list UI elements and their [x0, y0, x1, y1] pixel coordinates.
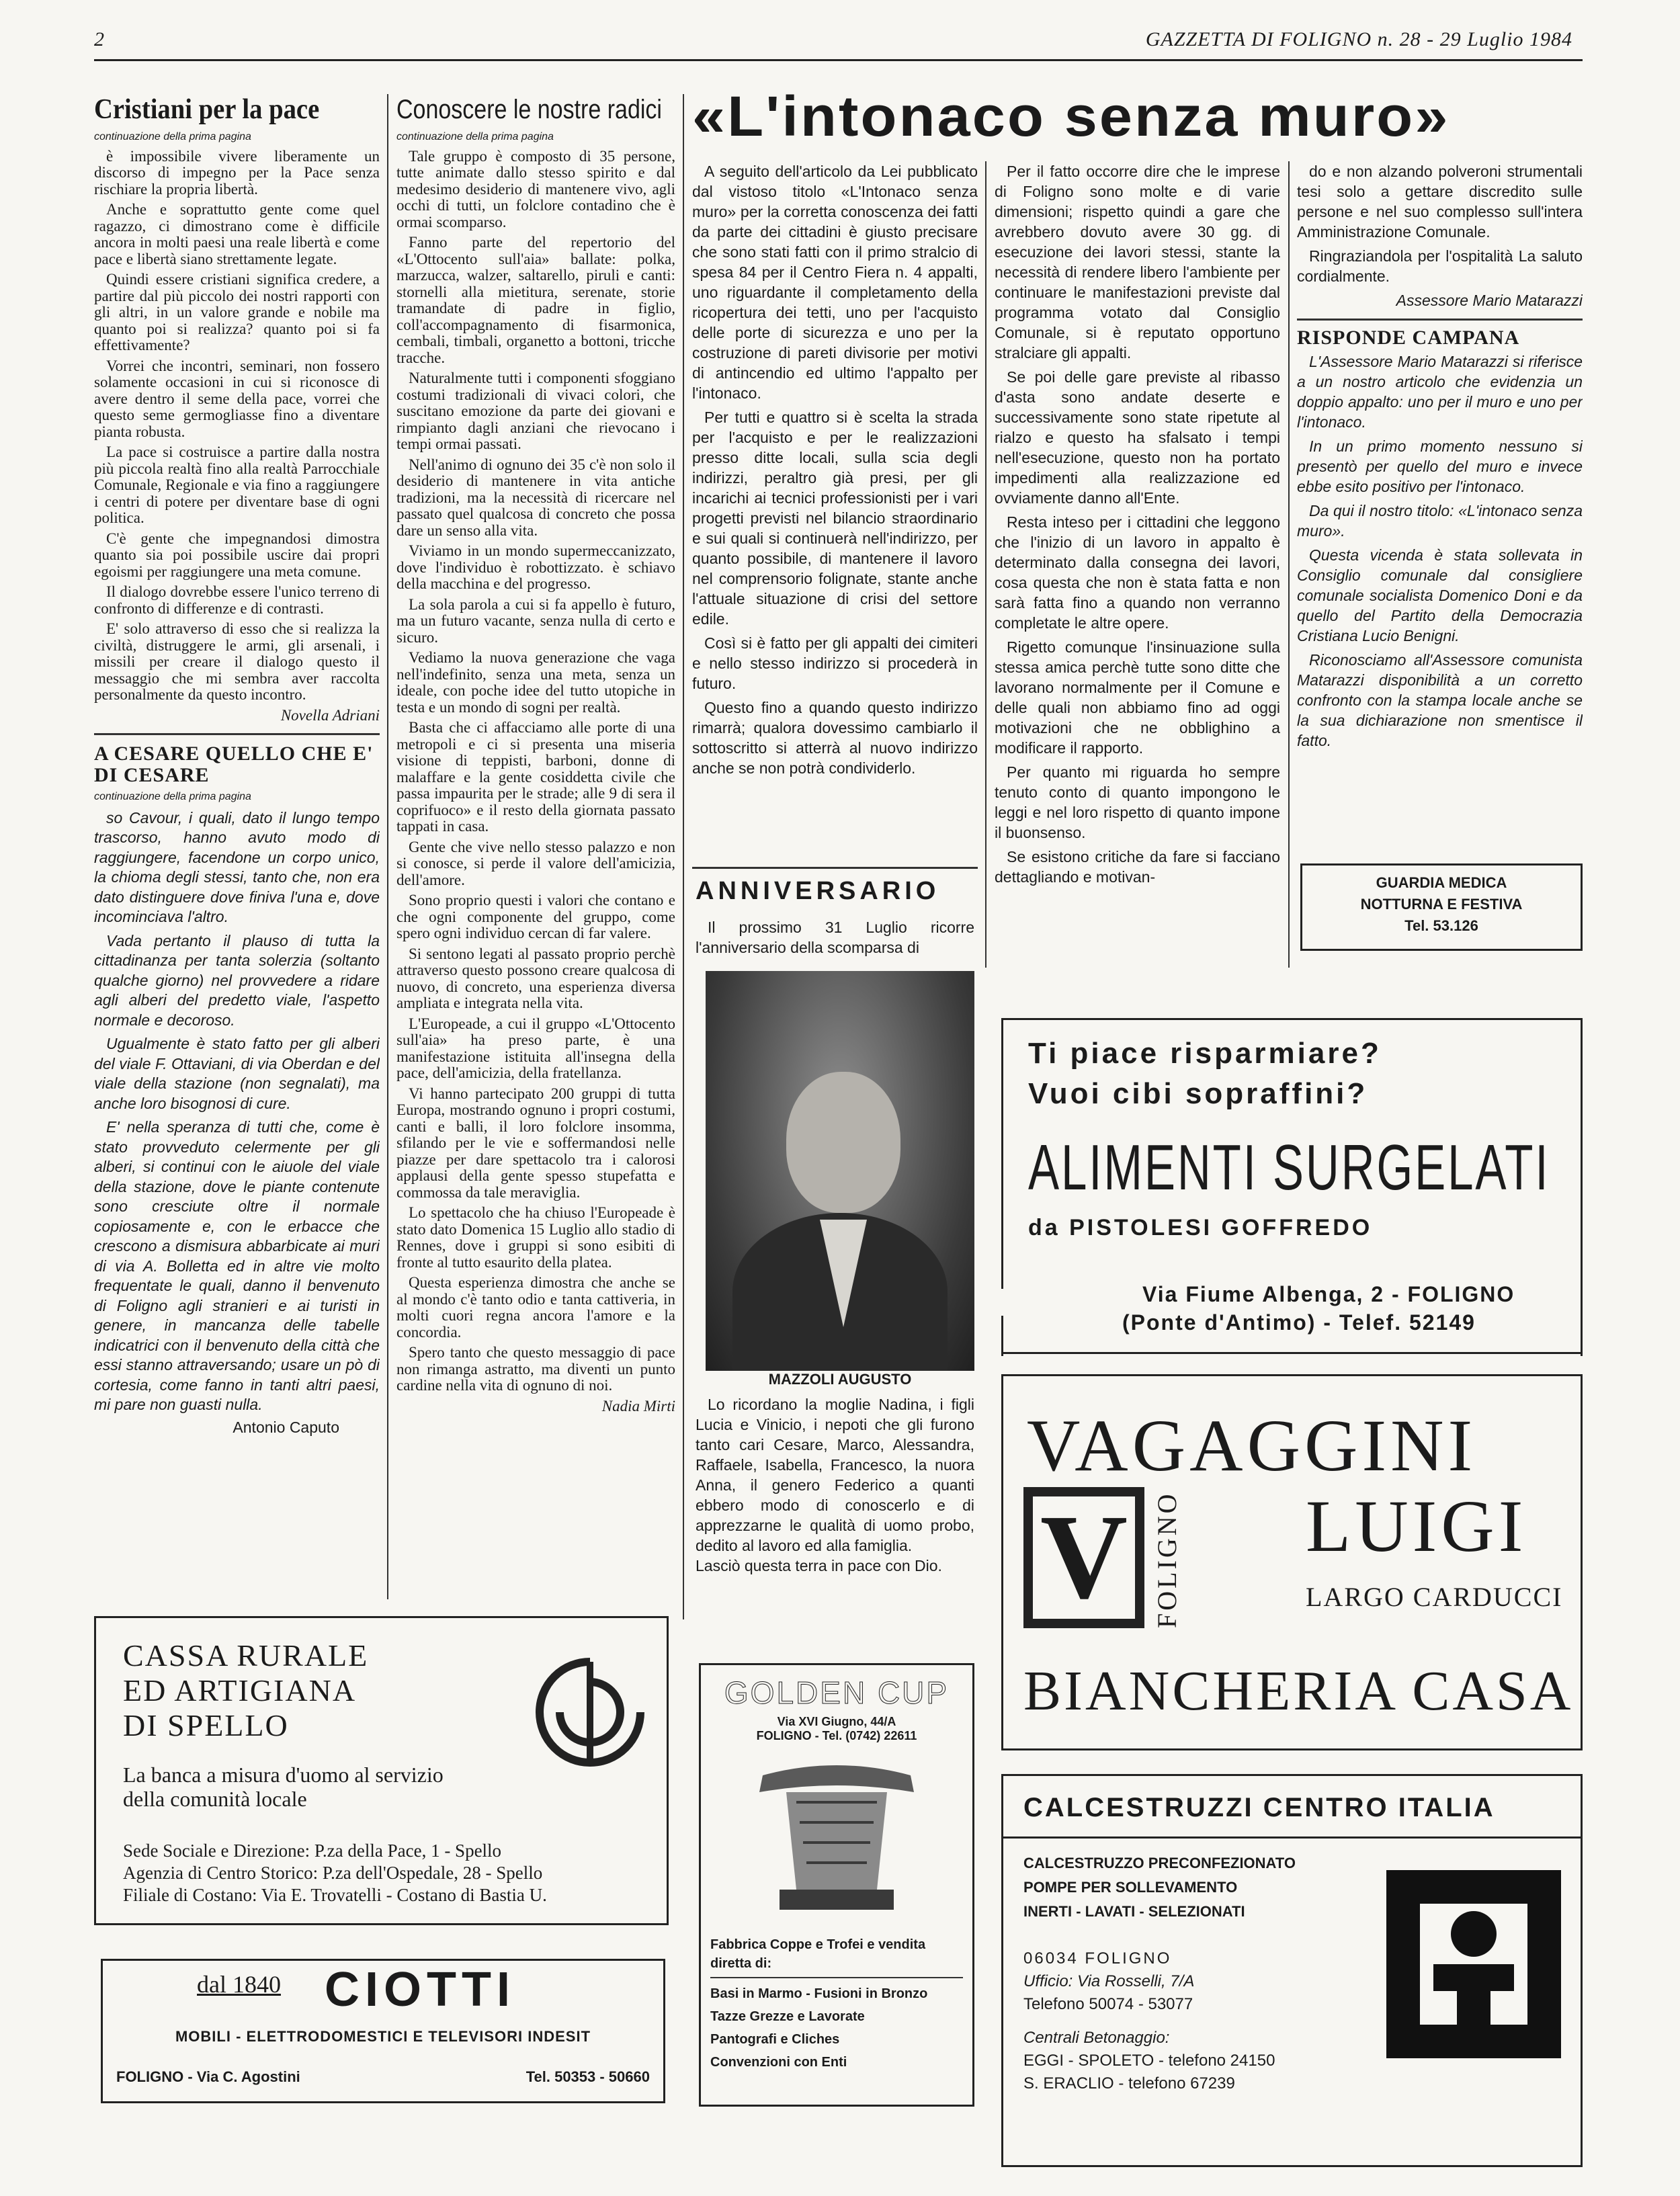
- paragraph: Ringraziandola per l'ospitalità La saluto cordialmente.: [1297, 247, 1583, 285]
- surgelati-line2: Vuoi cibi sopraffini?: [1028, 1077, 1368, 1110]
- golden-cup-address: Via XVI Giugno, 44/A: [777, 1715, 896, 1728]
- ciotti-phone: Tel. 50353 - 50660: [526, 2068, 650, 2085]
- continuation-note: continuazione della prima pagina: [94, 791, 251, 802]
- column-divider: [985, 161, 986, 968]
- article-body: [396, 149, 675, 1394]
- cassa-name: DI SPELLO: [123, 1708, 289, 1742]
- trophy-icon: [749, 1755, 924, 1923]
- anniversary-title: ANNIVERSARIO: [696, 877, 940, 905]
- golden-cup-item: Convenzioni con Enti: [710, 2055, 847, 2070]
- calcestruzzi-ad: [1001, 1774, 1583, 2167]
- surgelati-owner: da PISTOLESI GOFFREDO: [1028, 1215, 1373, 1240]
- calcestruzzi-name: CALCESTRUZZI CENTRO ITALIA: [1023, 1793, 1495, 1822]
- paragraph: Questa vicenda è stata sollevata in Consiglio comunale dal consigliere comunale socialista Domenico Doni e da quello del Partito della Democrazia Cristiana Lucio Benigni.: [1297, 546, 1583, 644]
- calcestruzzi-service: CALCESTRUZZO PRECONFEZIONATO: [1023, 1855, 1296, 1871]
- portrait-photo: [706, 971, 974, 1371]
- paragraph: In un primo momento nessuno si presentò per quello del muro e invece ebbe esito positivo per l'intonaco.: [1297, 437, 1583, 495]
- cassa-name: CASSA RURALE: [123, 1638, 369, 1673]
- main-article-col-a: [692, 161, 978, 860]
- article-title: Conoscere le nostre radici: [396, 95, 662, 124]
- main-headline: «L'intonaco senza muro»: [692, 85, 1450, 148]
- paragraph: Viviamo in un mondo supermeccanizzato, dove l'individuo è robottizzato. è schiavo della macchina e del progresso.: [396, 542, 675, 592]
- cassa-address: Sede Sociale e Direzione: P.za della Pace, 1 - Spello: [123, 1841, 502, 1861]
- vagaggini-name: VAGAGGINI: [1027, 1404, 1477, 1486]
- anniversary-intro: Il prossimo 31 Luglio ricorre l'anniversario della scomparsa di: [696, 919, 974, 956]
- golden-cup-item: Pantografi e Cliches: [710, 2032, 840, 2047]
- calcestruzzi-logo-icon: [1380, 1863, 1568, 2065]
- section-rule: [692, 867, 978, 869]
- paragraph: Si sentono legati al passato proprio perchè attraverso questo possono creare qualcosa di nuovo, di concreto, una esperienza diversa ampliata e integrata nella vita.: [396, 945, 675, 1011]
- paragraph: Anche e soprattutto gente come quel ragazzo, ci dimostrano come è difficile ancora in molti paesi una reale libertà e come pace e libertà siano strettamente legate.: [94, 201, 380, 267]
- paragraph: Vorrei che incontri, seminari, non fossero solamente occasioni in cui si riconosce di avere dentro il seme della pace, vorrei che questo seme germogliasse fino a diventare pianta robusta.: [94, 357, 380, 440]
- anniversary-text: Lo ricordano la moglie Nadina, i figli Lucia e Vinicio, i nepoti che gli furono tanto cari Cesare, Marco, Alessandra, Raffaele, Isabella, Francesco, la nuora Anna, il genero Federico a quanti ebbero modo di conoscerlo e di apprezzarne le qualità di uomo probo, dedito al lavoro ed alla famiglia. Lasciò questa terra in pace con Dio.: [696, 1396, 974, 1574]
- paragraph: Fanno parte del repertorio del «L'Ottocento sull'aia» ballate: polka, marzucca, walzer, saltarello, piruli e canti: stornelli alla mietitura, serenate, storie tramandate di padre in figlio, coll'accompagnamento di fisarmonica, cembali, timbali, organetto a bottoni, tricche tracche.: [396, 234, 675, 366]
- calcestruzzi-city: 06034 FOLIGNO: [1023, 1949, 1172, 1968]
- calcestruzzi-plant: S. ERACLIO - telefono 67239: [1023, 2074, 1235, 2093]
- paragraph: Rigetto comunque l'insinuazione sulla stessa amica perchè tutte sono ditte che lavorano normalmente per il Comune e delle quali non abbiamo fino ad oggi motivazioni che ne obblighino a modificare il rapporto.: [995, 638, 1280, 757]
- column-divider: [683, 94, 684, 1619]
- article-signature: Antonio Caputo: [233, 1418, 339, 1436]
- paragraph: Per quanto mi riguarda ho sempre tenuto conto di quanto impongono le leggi e nel loro rispetto di quanto impone il buonsenso.: [995, 763, 1280, 841]
- article-title: Cristiani per la pace: [94, 94, 320, 125]
- golden-cup-phone: FOLIGNO - Tel. (0742) 22611: [756, 1729, 917, 1742]
- vagaggini-category: BIANCHERIA CASA: [1023, 1660, 1574, 1722]
- paragraph: Naturalmente tutti i componenti sfoggiano costumi tradizionali di vivaci colori, che suscitano emozione da parte dei giovani e rimpianto dagli anziani che rievocano i tempi ormai passati.: [396, 370, 675, 452]
- paragraph: Questa esperienza dimostra che anche se al mondo c'è tanto odio e tanta cattiveria, in molti cuori regna ancora l'amore e la concordia.: [396, 1274, 675, 1341]
- paragraph: Tale gruppo è composto di 35 persone, tutte animate dallo stesso spirito e dal medesimo desiderio di mantenere vivo, agli occhi di tutti, un folclore contadino che è ormai scomparso.: [396, 147, 675, 230]
- golden-cup-desc: Fabbrica Coppe e Trofei e vendita: [710, 1937, 926, 1952]
- cassa-address: Filiale di Costano: Via E. Trovatelli - Costano di Bastia U.: [123, 1885, 547, 1905]
- paragraph: Sono proprio questi i valori che contano e che ogni componente del gruppo, come spero ogni individuo cercan di far valere.: [396, 892, 675, 941]
- calcestruzzi-phone: Telefono 50074 - 53077: [1023, 1995, 1193, 2013]
- paragraph: Così si è fatto per gli appalti dei cimiteri e nello stesso indirizzo si procederà in futuro.: [692, 634, 978, 692]
- article-body: [94, 149, 380, 704]
- guardia-phone: Tel. 53.126: [1404, 917, 1478, 934]
- calcestruzzi-service: INERTI - LAVATI - SELEZIONATI: [1023, 1903, 1245, 1920]
- paragraph: E' solo attraverso di esso che si realizza la civiltà, distruggere le armi, gli arsenali, i missili per creare il dialogo questo il messaggio che mi sembra aver raccolta personalmente da questo incontro.: [94, 620, 380, 703]
- cassa-name: ED ARTIGIANA: [123, 1673, 357, 1707]
- paragraph: Se esistono critiche da fare si facciano dettagliando e motivan-: [995, 848, 1280, 886]
- paragraph: Vi hanno partecipato 200 gruppi di tutta Europa, mostrando ognuno i propri costumi, canti e balli, il loro folclore insomma, sfilando per le vie e soffermandosi nelle piazze per dare spettacolo tra i calorosi applausi della gente spesso stupefatta e commossa da tale meraviglia.: [396, 1085, 675, 1201]
- paragraph: Questo fino a quando questo indirizzo rimarrà; qualora dovessimo cambiarlo il sottoscritto si atterrà al nuovo indirizzo anche se non potrà condividerlo.: [692, 699, 978, 777]
- paragraph: Lo spettacolo che ha chiuso l'Europeade è stato dato Domenica 15 Luglio allo stadio di Rennes, dove i gruppi si sono esibiti di fronte al tutto esaurito della platea.: [396, 1204, 675, 1271]
- ciotti-desc: MOBILI - ELETTRODOMESTICI E TELEVISORI INDESIT: [175, 2028, 591, 2045]
- page-number: 2: [94, 28, 104, 50]
- golden-cup-name: GOLDEN CUP: [724, 1675, 950, 1710]
- calcestruzzi-plants: Centrali Betonaggio:: [1023, 2029, 1170, 2047]
- surgelati-line1: Ti piace risparmiare?: [1028, 1037, 1382, 1070]
- paragraph: C'è gente che impegnandosi dimostra quanto sia poi possibile uscire dai propri egoismi per raggiungere una meta comune.: [94, 530, 380, 580]
- guardia-line: GUARDIA MEDICA: [1376, 874, 1507, 891]
- surgelati-ad: [1001, 1018, 1583, 1354]
- surgelati-address: Via Fiume Albenga, 2 - FOLIGNO: [1142, 1282, 1515, 1306]
- paragraph: Vediamo la nuova generazione che vaga nell'indefinito, senza una meta, senza un ideale, con poche idee del tutto utopiche in testa e un mondo di sogni per realtà.: [396, 649, 675, 716]
- guardia-line: NOTTURNA E FESTIVA: [1360, 896, 1523, 913]
- vagaggini-ad: [1001, 1374, 1583, 1750]
- article-body: [94, 808, 380, 1415]
- reply-title: RISPONDE CAMPANA: [1297, 327, 1520, 349]
- continuation-note: continuazione della prima pagina: [94, 131, 251, 142]
- paragraph: Gente che vive nello stesso palazzo e non si conosce, si perde il valore dell'amicizia, dell'amore.: [396, 838, 675, 888]
- cassa-tagline: della comunità locale: [123, 1787, 307, 1811]
- vagaggini-address: LARGO CARDUCCI: [1306, 1582, 1563, 1612]
- surgelati-name: ALIMENTI SURGELATI: [1028, 1132, 1550, 1203]
- column-2: [396, 94, 675, 1599]
- golden-cup-ad: [699, 1663, 974, 2107]
- vagaggini-surname: LUIGI: [1306, 1485, 1527, 1567]
- section-rule: [94, 733, 380, 735]
- paragraph: A seguito dell'articolo da Lei pubblicato dal vistoso titolo «L'Intonaco senza muro» per la corretta conoscenza dei fatti da parte dei cittadini è giusto precisare che sono stati fatti con il primo stralcio di spesa 84 per il Centro Fiera n. 4 appalti, uno riguardante il completamento della ricopertura dei tetti, uno per l'acquisto delle porte di sicurezza e uno per la costruzione di pareti divisorie per motivi di antincendio ed ultimo l'appalto per l'intonaco.: [692, 163, 978, 402]
- paragraph: Resta inteso per i cittadini che leggono che l'inizio di un lavoro in appalto è determinato dalla consegna dei lavori, cosa questa che non è stata fatta e non sarà fatta fino a quando non verranno completate le altre opere.: [995, 513, 1280, 632]
- golden-cup-item: Basi in Marmo - Fusioni in Bronzo: [710, 1986, 928, 2001]
- article-title: A CESARE QUELLO CHE E' DI CESARE: [94, 743, 374, 786]
- paragraph: La pace si costruisce a partire dalla nostra più piccola realtà fino alla realtà Parrocchiale Comunale, Regionale e via fino a raggiungere i centri di potere per diventare base di ogni politica.: [94, 444, 380, 526]
- paragraph: Riconosciamo all'Assessore comunista Matarazzi disponibilità a un corretto confronto con la stampa locale anche se la sua dichiarazione non smentisce il fatto.: [1297, 651, 1583, 749]
- calcestruzzi-office: Ufficio: Via Rosselli, 7/A: [1023, 1972, 1195, 1990]
- paragraph: Quindi essere cristiani significa credere, a partire dal più piccolo dei nostri rapporti con gli altri, in un valore grande e nobile ma quanto poi si realizza? quanto poi si fa effettivamente?: [94, 271, 380, 353]
- cassa-logo-icon: [533, 1655, 647, 1769]
- main-article-col-b: [995, 161, 1280, 968]
- cassa-rurale-ad: [94, 1616, 669, 1925]
- paragraph: è impossibile vivere liberamente un discorso di impegno per la Pace senza rischiare la propria libertà.: [94, 147, 380, 198]
- cassa-tagline: La banca a misura d'uomo al servizio: [123, 1763, 444, 1787]
- paragraph: Basta che ci affacciamo alle porte di una metropoli e ci si presenta una miseria visione di teppisti, barboni, donne di malaffare e la gente cosiddetta civile che passa impaurita per le strade; alle 9 di sera il coprifuoco» e il resto della giornata passato tappati in casa.: [396, 719, 675, 835]
- paragraph: E' nella speranza di tutti che, come è stato provveduto celermente per gli alberi, si continui con le aiuole del viale della stazione, dove le piante contenute sono cresciute oltre il normale copiosamente e, con le erbacce che crescono a dismisura abbarbicate ai muri di via A. Bolletta ed in altre vie molto frequentate le quali, danno il benvenuto di Foligno agli stranieri e ai turisti in genere, in mancanza delle tabelle indicatrici con il benvenuto della città che essi stanno attraversando; usare un pò di cortesia, come fanno in tanti altri paesi, mi pare non guasti nulla.: [94, 1118, 380, 1413]
- ciotti-since: dal 1840: [197, 1971, 281, 1998]
- photo-caption: MAZZOLI AUGUSTO: [768, 1371, 912, 1388]
- column-divider: [387, 94, 388, 1599]
- paragraph: Se poi delle gare previste al ribasso d'asta sono andate deserte e successivamente sono state ripetute al rialzo e questo ha sfalsato i tempi nell'esecuzione, questo non ha portato impedimenti alla realizzazione ed ovviamente danno all'Ente.: [995, 368, 1280, 507]
- newspaper-header: GAZZETTA DI FOLIGNO n. 28 - 29 Luglio 1984: [1145, 28, 1572, 50]
- vagaggini-city: FOLIGNO: [1152, 1491, 1182, 1628]
- article-signature: Assessore Mario Matarazzi: [1396, 292, 1583, 309]
- paragraph: Nell'animo di ognuno dei 35 c'è non solo il desiderio di mantenere in vita antiche tradizioni, ma la necessità di ricercare nel passato quel qualcosa di concreto che possa dare un senso alla vita.: [396, 456, 675, 539]
- cassa-address: Agenzia di Centro Storico: P.za dell'Ospedale, 28 - Spello: [123, 1863, 543, 1883]
- paragraph: La sola parola a cui si fa appello è futuro, ma un futuro vacante, senza nulla di certo e sicuro.: [396, 595, 675, 646]
- header-rule: [94, 59, 1583, 61]
- ciotti-ad: [101, 1959, 665, 2103]
- paragraph: L'Europeade, a cui il gruppo «L'Ottocento sull'aia» ha preso parte, è una manifestazione istituita all'insegna della pace, dell'amicizia, della fratellanza.: [396, 1015, 675, 1081]
- paragraph: Per tutti e quattro si è scelta la strada per l'acquisto e per le realizzazioni presso ditte locali, sulla scia degli indirizzi, peraltro già presi, per gli incarichi ai tecnici professionisti per i vari progetti previsti nel bilancio straordinario e sui quali si continuerà nell'indirizzo, per quanto possibile, di mantenere il lavoro nel comprensorio folignate, stante anche l'attuale situazione di crisi del settore edile.: [692, 409, 978, 628]
- paragraph: L'Assessore Mario Matarazzi si riferisce a un nostro articolo che evidenzia un doppio appalto: uno per il muro e uno per l'intonaco.: [1297, 353, 1583, 431]
- paragraph: Ugualmente è stato fatto per gli alberi del viale F. Ottaviani, di via Oberdan e del viale della stazione (non segnalati), ma anche loro bisognosi di cure.: [94, 1035, 380, 1112]
- section-rule: [1297, 319, 1583, 321]
- ciotti-name: CIOTTI: [325, 1963, 515, 2017]
- continuation-note: continuazione della prima pagina: [396, 131, 554, 142]
- main-article-col-c: [1297, 161, 1583, 833]
- article-signature: Nadia Mirti: [601, 1397, 675, 1414]
- paragraph: so Cavour, i quali, dato il lungo tempo trascorso, hanno avuto modo di raggiungere, facendone un corpo unico, la chioma degli stessi, tanto che, non era dato distinguere dove finiva l'una e, dove incominciava l'altro.: [94, 808, 380, 925]
- guardia-medica-box: [1300, 863, 1583, 951]
- paragraph: Vada pertanto il plauso di tutta la cittadinanza per tanta solerzia (soltanto qualche giorno) nel provvedere a ridare agli alberi del predetto viale, l'aspetto normale e decoroso.: [94, 931, 380, 1029]
- surgelati-phone: (Ponte d'Antimo) - Telef. 52149: [1122, 1310, 1476, 1335]
- article-signature: Novella Adriani: [280, 706, 380, 724]
- golden-cup-item: Tazze Grezze e Lavorate: [710, 2009, 865, 2024]
- golden-cup-desc: diretta di:: [710, 1956, 772, 1971]
- paragraph: Il dialogo dovrebbe essere l'unico terreno di confronto di differenze e di contrasti.: [94, 583, 380, 617]
- column-1: [94, 94, 380, 1593]
- paragraph: Da qui il nostro titolo: «L'intonaco senza muro».: [1297, 502, 1583, 540]
- calcestruzzi-service: POMPE PER SOLLEVAMENTO: [1023, 1879, 1238, 1896]
- calcestruzzi-plant: EGGI - SPOLETO - telefono 24150: [1023, 2052, 1275, 2070]
- paragraph: Spero tanto che questo messaggio di pace non rimanga astratto, ma diventi un punto cardine nella vita di ognuno di noi.: [396, 1344, 675, 1394]
- paragraph: Per il fatto occorre dire che le imprese di Foligno sono molte e di varie dimensioni; rispetto quindi a gare che avrebbero dovuto avere 30 gg. di esecuzione dei lavori stessi, stante la necessità di rendere libero l'ambiente per continuare le manifestazioni previste dal programma votato dal Consiglio Comunale, si è reputato opportuno stralciare gli appalti.: [995, 163, 1280, 362]
- vagaggini-logo: V: [1023, 1487, 1144, 1628]
- column-divider: [1288, 161, 1290, 968]
- paragraph: do e non alzando polveroni strumentali tesi solo a gettare discredito sulle persone e nel suo complesso sull'intera Amministrazione Comunale.: [1297, 163, 1583, 241]
- ciotti-address: FOLIGNO - Via C. Agostini: [116, 2068, 300, 2085]
